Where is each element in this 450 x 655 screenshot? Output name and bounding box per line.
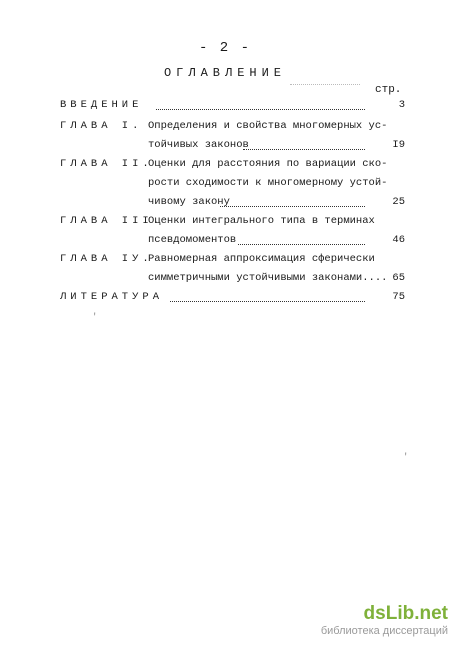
entry-line: тойчивых законов <box>148 139 249 151</box>
watermark <box>268 604 448 638</box>
toc-entry-chapter-1 <box>60 117 405 155</box>
entry-line: Оценки интегрального типа в терминах <box>148 215 375 227</box>
toc-title: ОГЛАВЛЕНИЕ <box>163 66 286 80</box>
entry-line: Равномерная аппроксимация сферически <box>148 253 375 265</box>
entry-line: чивому закону <box>148 196 230 208</box>
dot-leader <box>156 109 365 110</box>
entry-heading: ГЛАВА II. <box>60 158 153 170</box>
entry-page: 25 <box>392 196 405 208</box>
entry-line: Определения и свойства многомерных ус- <box>148 120 388 132</box>
dot-leader <box>243 149 365 150</box>
page-number: - 2 - <box>198 40 251 56</box>
entry-heading: ГЛАВА IУ. <box>60 253 153 265</box>
toc-entry-chapter-2 <box>60 155 405 212</box>
entry-page: 46 <box>392 234 405 246</box>
scan-speck: ' <box>92 312 98 322</box>
dot-leader <box>220 206 365 207</box>
faint-dots <box>290 84 360 85</box>
entry-line: симметричными устойчивыми законами.... <box>148 272 388 284</box>
entry-line: рости сходимости к многомерному устой- <box>148 177 388 189</box>
entry-heading: ЛИТЕРАТУРА <box>60 291 164 303</box>
toc-entry-introduction <box>60 96 405 115</box>
watermark-brand: dsLib.net <box>363 603 448 624</box>
toc-entry-chapter-4 <box>60 250 405 288</box>
entry-page: 65 <box>392 272 405 284</box>
entry-heading: ВВЕДЕНИЕ <box>60 99 143 111</box>
toc-entry-chapter-3 <box>60 212 405 250</box>
dot-leader <box>170 301 365 302</box>
watermark-tagline: библиотека диссертаций <box>320 625 448 637</box>
entry-line: Оценки для расстояния по вариации ско- <box>148 158 388 170</box>
scan-speck: ' <box>403 452 409 462</box>
entry-page: 75 <box>392 291 405 303</box>
entry-page: 3 <box>398 99 405 111</box>
entry-line: псевдомоментов <box>148 234 237 246</box>
page-column-label: стр. <box>375 84 402 96</box>
entry-heading: ГЛАВА III. <box>60 215 164 227</box>
entry-page: I9 <box>392 139 405 151</box>
entry-heading: ГЛАВА I. <box>60 120 143 132</box>
dot-leader <box>238 244 365 245</box>
toc-entry-references <box>60 288 405 307</box>
